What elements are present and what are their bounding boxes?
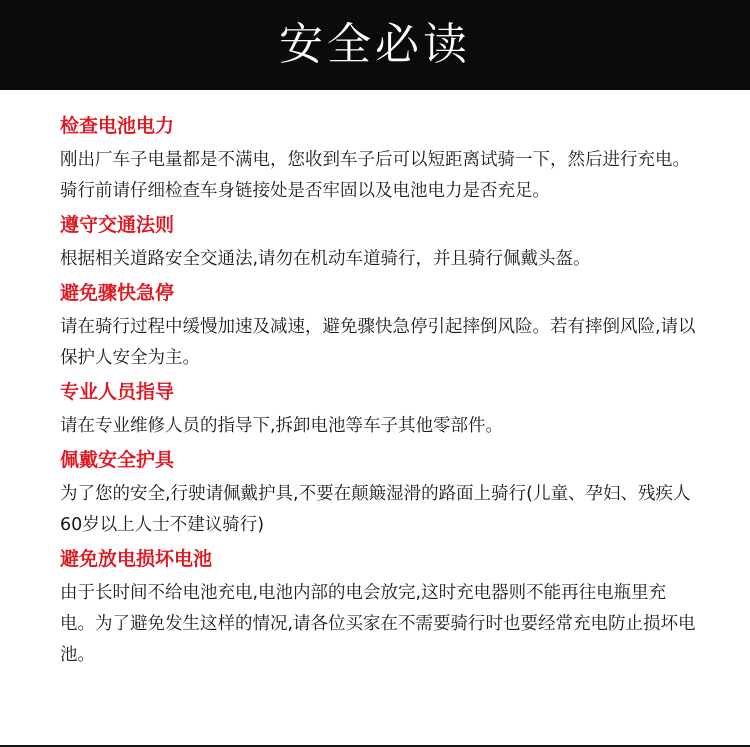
section-battery-care <box>60 544 700 671</box>
header-banner <box>0 0 750 90</box>
section-body: 请在骑行过程中缓慢加速及减速，避免骤快急停引起摔倒风险。若有摔倒风险,请以保护人安全为主。 <box>60 317 696 368</box>
page-title: 安全必读 <box>279 19 471 70</box>
section-heading: 避免放电损坏电池 <box>60 548 213 570</box>
section-heading: 佩戴安全护具 <box>60 449 175 471</box>
safety-content <box>60 111 700 674</box>
section-avoid-sudden-stop <box>60 278 700 374</box>
section-heading: 检查电池电力 <box>60 115 175 137</box>
section-heading: 避免骤快急停 <box>60 282 175 304</box>
section-professional-guidance <box>60 377 700 442</box>
section-body: 为了您的安全,行驶请佩戴护具,不要在颠簸湿滑的路面上骑行(儿童、孕妇、残疾人60岁以上人士不建议骑行) <box>60 484 691 535</box>
section-body: 请在专业维修人员的指导下,拆卸电池等车子其他零部件。 <box>60 416 504 436</box>
section-body: 根据相关道路安全交通法,请勿在机动车道骑行，并且骑行佩戴头盔。 <box>60 249 591 269</box>
section-heading: 专业人员指导 <box>60 381 175 403</box>
section-check-battery <box>60 111 700 207</box>
section-body: 刚出厂车子电量都是不满电，您收到车子后可以短距离试骑一下，然后进行充电。骑行前请仔细检查车身链接处是否牢固以及电池电力是否充足。 <box>60 150 690 201</box>
section-traffic-rules <box>60 210 700 275</box>
section-protective-gear <box>60 445 700 541</box>
section-body: 由于长时间不给电池充电,电池内部的电会放完,这时充电器则不能再往电瓶里充电。为了避免发生这样的情况,请各位买家在不需要骑行时也要经常充电防止损坏电池。 <box>60 583 696 665</box>
section-heading: 遵守交通法则 <box>60 214 175 236</box>
